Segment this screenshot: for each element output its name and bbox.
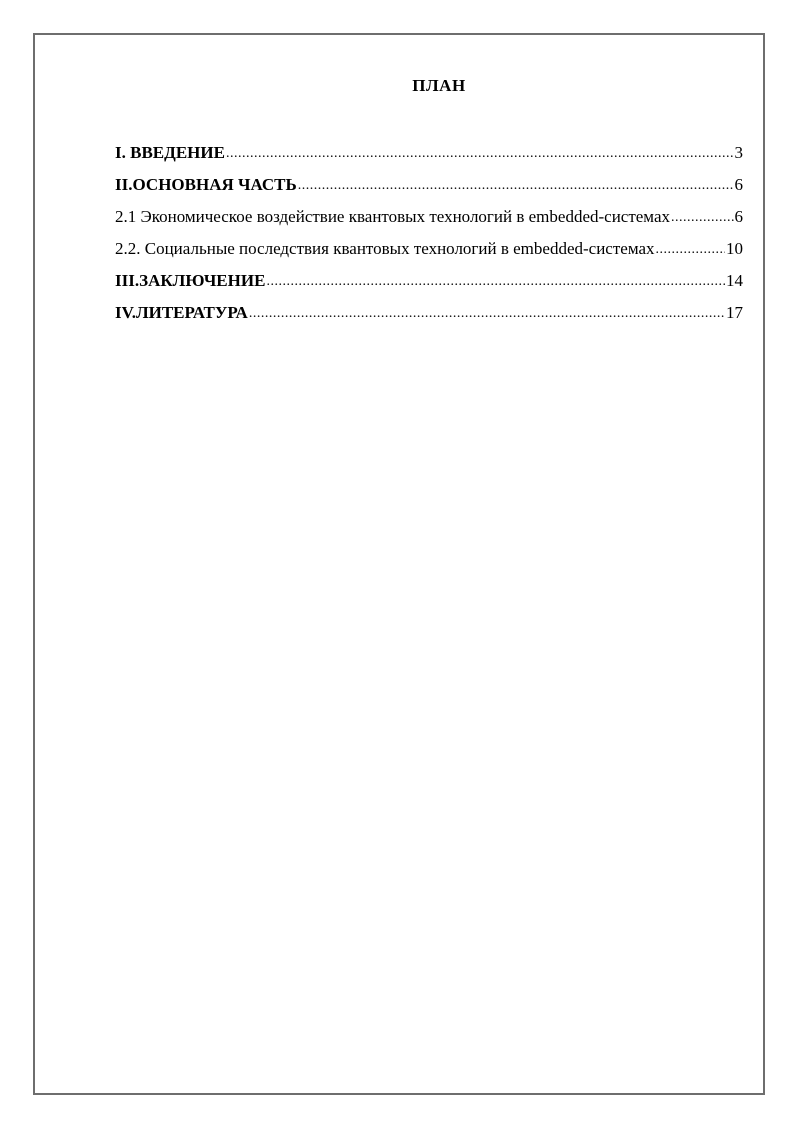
toc-entry-label: I. ВВЕДЕНИЕ [115,143,225,162]
toc-entry-main-part[interactable] [115,169,743,201]
toc-entry-conclusion[interactable] [115,265,743,297]
toc-page-number: 6 [734,175,743,194]
toc-entry-label: 2.1 Экономическое воздействие квантовых технологий в embedded-системах [115,207,670,226]
toc-dot-leader [226,136,734,170]
toc-dot-leader [298,168,734,202]
toc-entry-label: 2.2. Социальные последствия квантовых технологий в embedded-системах [115,239,655,258]
toc-page-number: 17 [726,303,743,322]
toc-entry-introduction[interactable] [115,137,743,169]
toc-dot-leader [266,264,725,298]
document-title: ПЛАН [412,76,466,95]
toc-dot-leader [671,200,734,234]
toc-page-number: 14 [726,271,743,290]
toc-dot-leader [656,232,725,266]
toc-entry-label: IV.ЛИТЕРАТУРА [115,303,248,322]
toc-entry-section-2-2[interactable] [115,233,743,265]
toc-page-number: 3 [734,143,743,162]
table-of-contents [115,137,743,329]
toc-dot-leader [249,296,725,330]
toc-page-number: 6 [734,207,743,226]
toc-entry-label: II.ОСНОВНАЯ ЧАСТЬ [115,175,297,194]
toc-entry-label: III.ЗАКЛЮЧЕНИЕ [115,271,266,290]
toc-page-number: 10 [726,239,743,258]
toc-entry-section-2-1[interactable] [115,201,743,233]
toc-entry-literature[interactable] [115,297,743,329]
